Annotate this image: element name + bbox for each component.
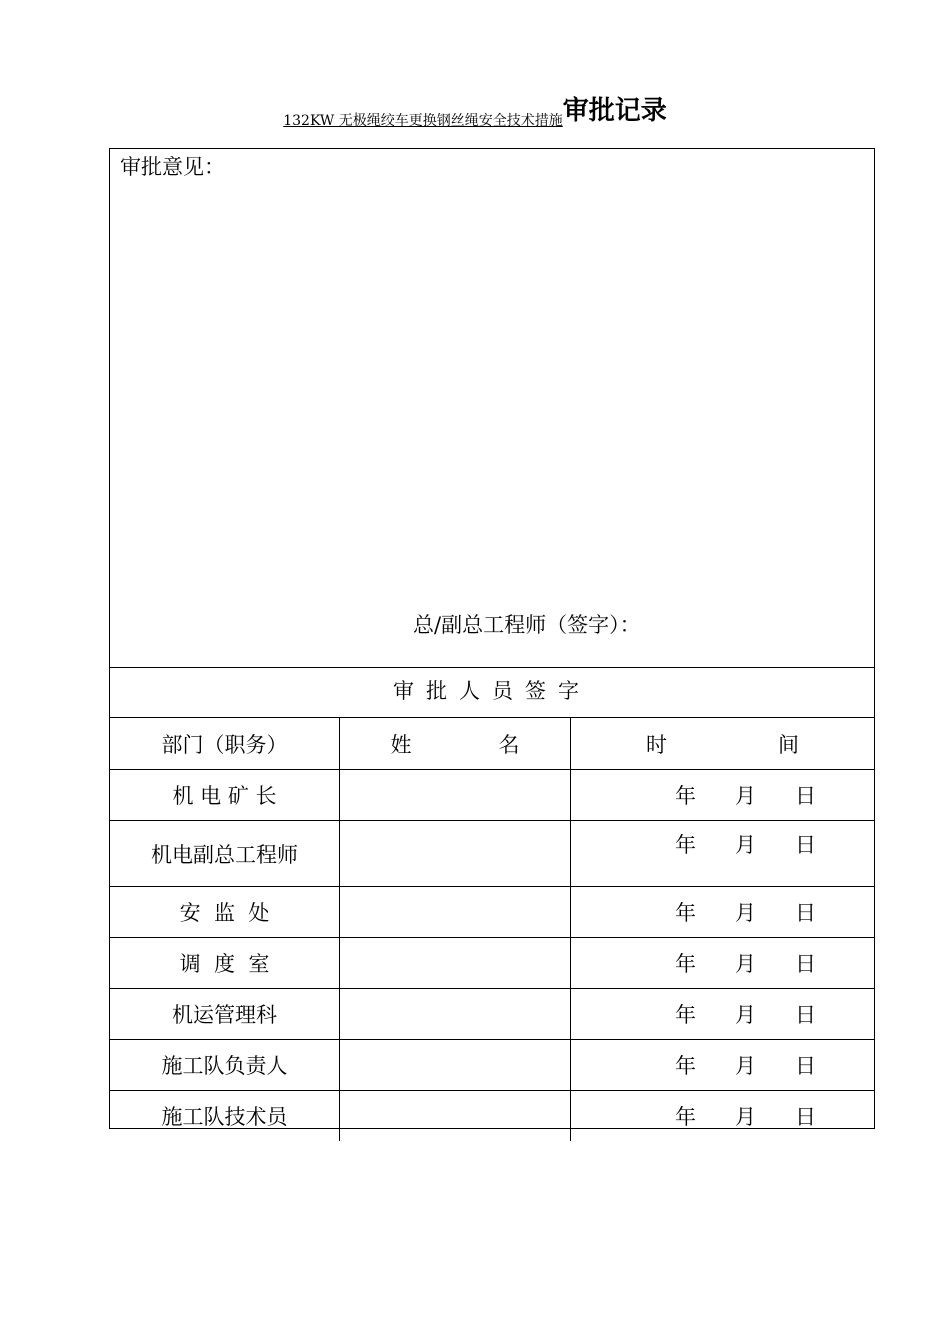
date-day: 日: [795, 784, 816, 808]
date-day: 日: [795, 901, 816, 925]
row-name-cell[interactable]: [340, 770, 571, 821]
table-row: [110, 938, 874, 989]
row-name-cell[interactable]: [340, 1040, 571, 1091]
approval-form: [109, 148, 875, 1129]
row-date-cell[interactable]: [571, 989, 875, 1040]
header-time: [571, 718, 875, 770]
date-year: 年: [675, 833, 696, 857]
date-year: 年: [675, 1003, 696, 1027]
date-month: 月: [735, 833, 756, 857]
document-subtitle: 132KW 无极绳绞车更换钢丝绳安全技术措施: [283, 113, 563, 129]
row-date-cell[interactable]: [571, 821, 875, 887]
date-month: 月: [735, 952, 756, 976]
row-department: 调 度 室: [110, 938, 340, 989]
table-row: [110, 821, 874, 887]
date-day: 日: [795, 1003, 816, 1027]
date-year: 年: [675, 1105, 696, 1129]
date-day: 日: [795, 952, 816, 976]
row-department: 施工队负责人: [110, 1040, 340, 1091]
chief-engineer-signature-label: 总/副总工程师（签字）：: [413, 613, 641, 637]
date-year: 年: [675, 901, 696, 925]
row-date-cell[interactable]: [571, 1091, 875, 1142]
row-department: 机 电 矿 长: [110, 770, 340, 821]
row-department: 机电副总工程师: [110, 821, 340, 887]
row-date-cell[interactable]: [571, 1040, 875, 1091]
row-name-cell[interactable]: [340, 938, 571, 989]
date-month: 月: [735, 1054, 756, 1078]
row-name-cell[interactable]: [340, 887, 571, 938]
row-name-cell[interactable]: [340, 821, 571, 887]
date-month: 月: [735, 784, 756, 808]
row-department: 机运管理科: [110, 989, 340, 1040]
date-year: 年: [675, 1054, 696, 1078]
row-name-cell[interactable]: [340, 1091, 571, 1142]
header-name-b: 名: [498, 732, 520, 757]
date-month: 月: [735, 1105, 756, 1129]
opinion-section[interactable]: [110, 149, 874, 668]
header-department: 部门（职务）: [110, 718, 340, 770]
table-row: [110, 1040, 874, 1091]
table-header-row: [110, 718, 874, 770]
date-month: 月: [735, 1003, 756, 1027]
signatures-title: 审批人员签字: [110, 668, 874, 718]
row-date-cell[interactable]: [571, 770, 875, 821]
date-day: 日: [795, 1054, 816, 1078]
date-year: 年: [675, 952, 696, 976]
date-day: 日: [795, 833, 816, 857]
table-row: [110, 770, 874, 821]
document-main-title: 审批记录: [562, 96, 667, 126]
header-name: [340, 718, 571, 770]
signature-table: [110, 718, 874, 1141]
table-row: [110, 887, 874, 938]
row-department: 施工队技术员: [110, 1091, 340, 1142]
row-department: 安 监 处: [110, 887, 340, 938]
opinion-label: 审批意见：: [120, 155, 225, 179]
header-time-a: 时: [646, 732, 667, 757]
document-title: [0, 96, 950, 133]
date-month: 月: [735, 901, 756, 925]
header-name-a: 姓: [390, 732, 412, 757]
date-day: 日: [795, 1105, 816, 1129]
row-name-cell[interactable]: [340, 989, 571, 1040]
table-row: [110, 989, 874, 1040]
row-date-cell[interactable]: [571, 887, 875, 938]
row-date-cell[interactable]: [571, 938, 875, 989]
header-time-b: 间: [778, 732, 799, 757]
date-year: 年: [675, 784, 696, 808]
table-row: [110, 1091, 874, 1142]
